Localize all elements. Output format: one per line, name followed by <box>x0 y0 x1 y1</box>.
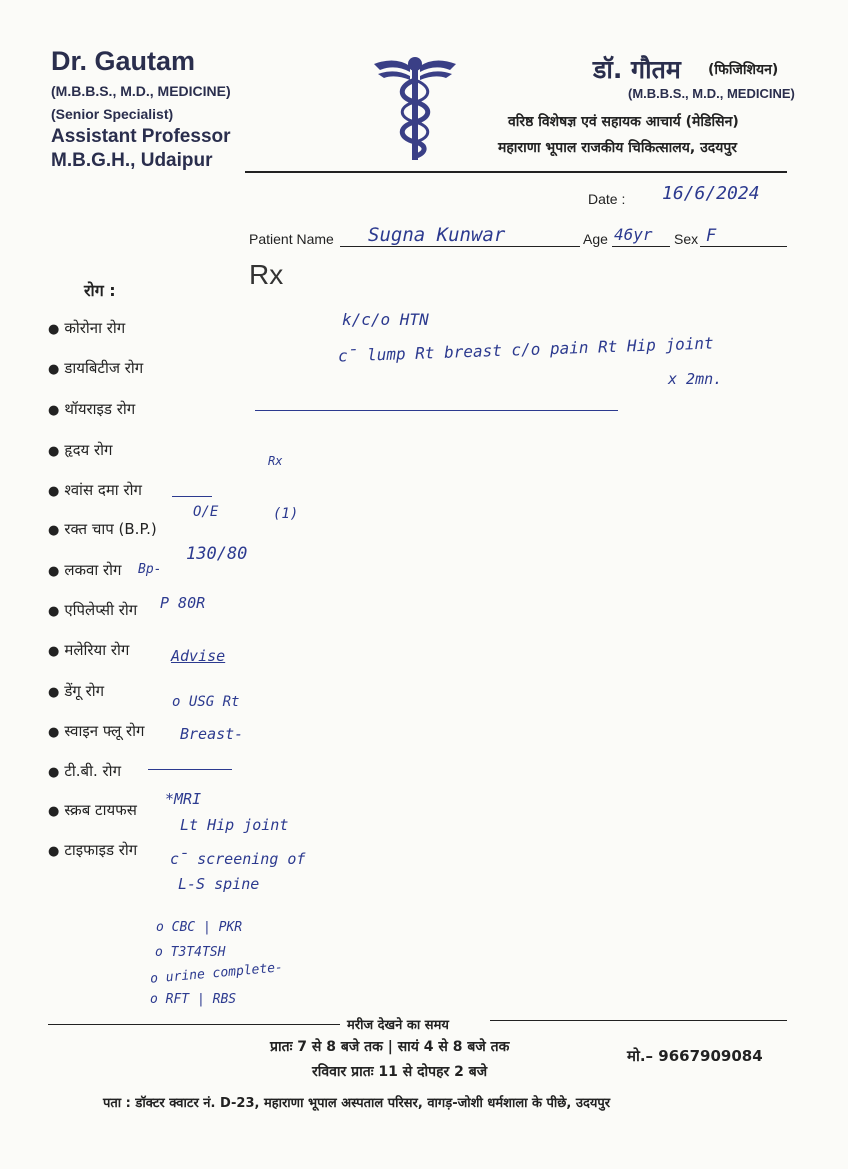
rx-mark: Rx <box>268 454 283 468</box>
doctor-title-en: Assistant Professor <box>51 126 231 147</box>
disease-item: ● हृदय रोग <box>48 441 113 459</box>
doctor-role-hi: (फिजिशियन) <box>708 62 779 78</box>
doctor-name-hi: डॉ. गौतम <box>593 55 681 84</box>
disease-item: ● लकवा रोग <box>48 561 122 579</box>
age-line <box>612 246 670 247</box>
mri-note-2: Lt Hip joint <box>180 816 289 834</box>
bp-prefix: Bp- <box>138 562 162 577</box>
timing-title: मरीज देखने का समय <box>347 1018 449 1033</box>
caduceus-icon <box>370 48 460 163</box>
rx-one: (1) <box>273 506 299 522</box>
history-line-3: x 2mn. <box>668 370 723 388</box>
bp-value: 130/80 <box>186 544 248 564</box>
patient-name-value: Sugna Kunwar <box>368 224 506 246</box>
footer-divider-left <box>48 1024 340 1025</box>
disease-item: ● एपिलेप्सी रोग <box>48 601 138 619</box>
age-label: Age <box>583 231 608 247</box>
usg-note-2: Breast- <box>180 725 244 743</box>
disease-item: ● स्क्रब टायफस <box>48 801 137 819</box>
mobile-number: मो.– 9667909084 <box>627 1047 763 1065</box>
diseases-heading: रोग : <box>84 281 116 300</box>
disease-item: ● डेंगू रोग <box>48 682 105 700</box>
doctor-degrees-en: (M.B.B.S., M.D., MEDICINE) <box>51 83 231 99</box>
sex-value: F <box>706 226 717 246</box>
doctor-hospital-en: M.B.G.H., Udaipur <box>51 150 213 171</box>
date-value: 16/6/2024 <box>662 183 760 204</box>
mri-note-4: L-S spine <box>178 875 260 893</box>
disease-item: ● श्वांस दमा रोग <box>48 481 142 499</box>
oe-note: O/E <box>193 504 219 520</box>
sex-line <box>700 246 787 247</box>
respiratory-line <box>172 496 212 497</box>
patient-name-label: Patient Name <box>249 231 334 247</box>
disease-item: ● कोरोना रोग <box>48 319 126 337</box>
tb-line <box>148 769 232 770</box>
age-value: 46yr <box>614 225 653 244</box>
lab-note-4: o RFT | RBS <box>150 992 237 1007</box>
mri-note-1: *MRI <box>165 790 202 808</box>
pulse-note: P 80R <box>160 594 206 612</box>
header-divider <box>245 171 787 173</box>
doctor-title-hi: वरिष्ठ विशेषज्ञ एवं सहायक आचार्य (मेडिसिन) <box>508 114 739 130</box>
sex-label: Sex <box>674 231 699 247</box>
disease-item: ● डायबिटीज रोग <box>48 359 144 377</box>
lab-note-2: o T3T4TSH <box>155 945 226 960</box>
disease-item: ● स्वाइन फ्लू रोग <box>48 722 145 740</box>
disease-item: ● मलेरिया रोग <box>48 641 130 659</box>
lab-note-3: o urine complete- <box>149 960 284 987</box>
doctor-name-en: Dr. Gautam <box>51 46 196 76</box>
doctor-hospital-hi: महाराणा भूपाल राजकीय चिकित्सालय, उदयपुर <box>498 140 737 156</box>
footer-divider-right <box>490 1020 787 1021</box>
disease-item: ● टी.बी. रोग <box>48 762 122 780</box>
patient-name-line <box>340 246 580 247</box>
history-underline <box>255 410 618 411</box>
usg-note-1: o USG Rt <box>172 694 240 710</box>
history-line-1: k/c/o HTN <box>342 310 429 329</box>
timing-weekday: प्रातः 7 से 8 बजे तक | सायं 4 से 8 बजे तक <box>270 1039 510 1055</box>
address: पता : डॉक्टर क्वाटर नं. D-23, महाराणा भूपाल अस्पताल परिसर, वागड़-जोशी धर्मशाला के पीछे, उदयपुर <box>103 1096 611 1111</box>
disease-item: ● टाइफाइड रोग <box>48 841 138 859</box>
lab-note-1: o CBC | PKR <box>156 920 243 935</box>
mri-note-3: c̄ screening of <box>170 850 306 868</box>
disease-item: ● थॉयराइड रोग <box>48 400 136 418</box>
history-line-2: c̄ lump Rt breast c/o pain Rt Hip joint <box>337 333 714 366</box>
advise-note: Advise <box>171 647 226 665</box>
disease-item: ● रक्त चाप (B.P.) <box>48 520 157 538</box>
rx-symbol: Rx <box>249 259 284 290</box>
doctor-degrees-right: (M.B.B.S., M.D., MEDICINE) <box>628 86 795 101</box>
date-label: Date : <box>588 191 626 207</box>
timing-sunday: रविवार प्रातः 11 से दोपहर 2 बजे <box>312 1064 488 1080</box>
doctor-specialist-en: (Senior Specialist) <box>51 106 174 122</box>
